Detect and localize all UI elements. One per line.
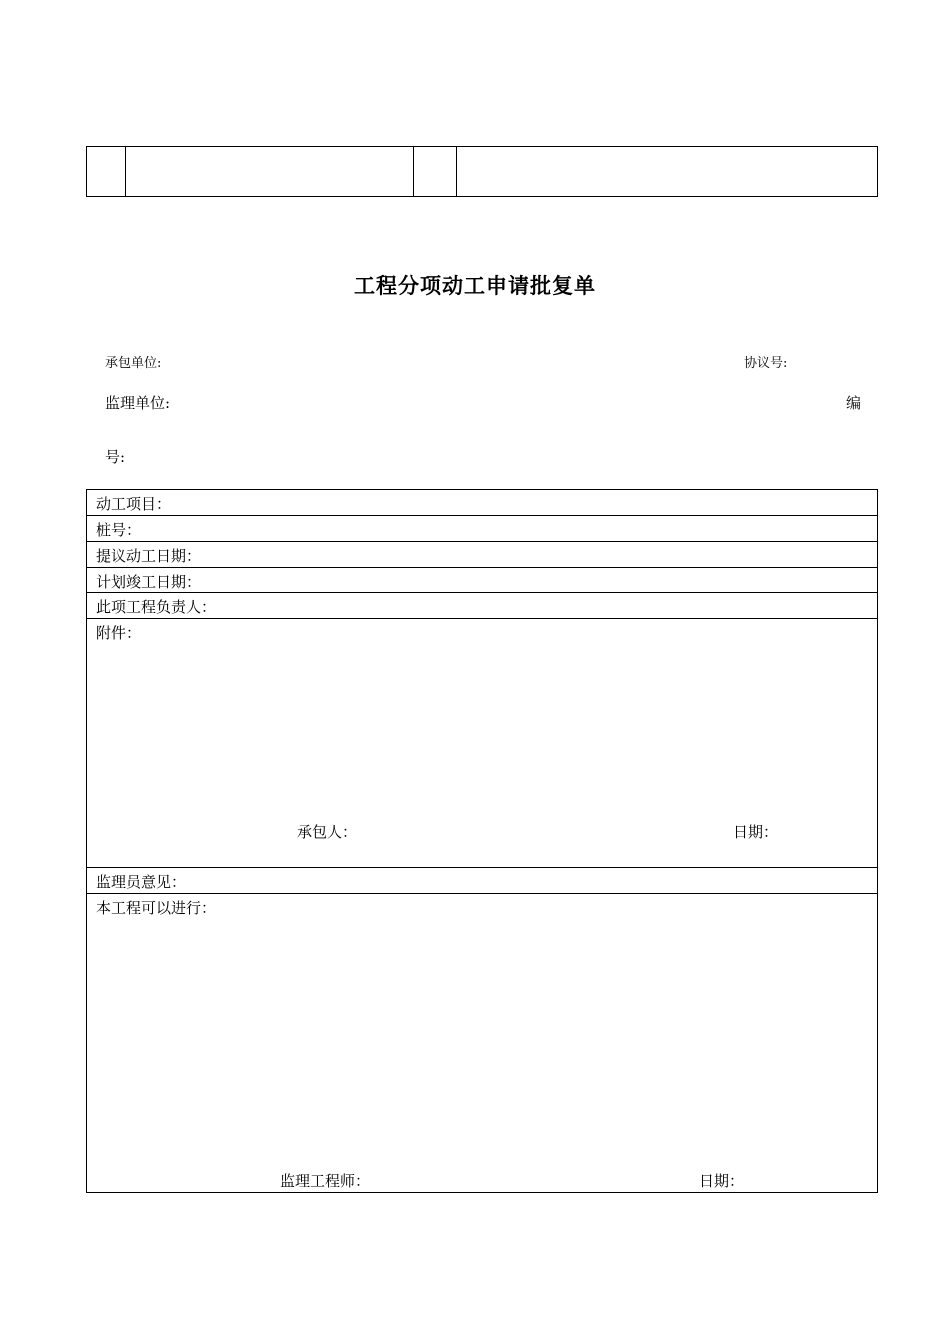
number-label-part2: 号: — [105, 448, 126, 466]
form-row-planned-completion — [87, 568, 877, 593]
supervisor-opinion-label: 监理员意见： — [96, 873, 187, 891]
supervision-unit-label: 监理单位: — [105, 394, 171, 412]
engineer-date-label: 日期： — [699, 1172, 745, 1190]
attachments-label: 附件： — [96, 624, 142, 642]
planned-completion-date-label: 计划竣工日期： — [96, 573, 202, 591]
contractor-sign-label: 承包人： — [297, 823, 358, 841]
form-row-proposed-start — [87, 542, 877, 568]
header-grid-table — [86, 146, 878, 197]
start-project-label: 动工项目： — [96, 495, 172, 513]
form-row-attachments — [87, 619, 877, 868]
form-row-supervisor-opinion — [87, 868, 877, 894]
engineer-sign-label: 监理工程师： — [280, 1172, 371, 1190]
proposed-start-date-label: 提议动工日期： — [96, 547, 202, 565]
stake-no-label: 桩号： — [96, 521, 142, 539]
header-grid-cell — [87, 147, 126, 196]
header-grid-cell — [457, 147, 877, 196]
form-row-start-project — [87, 490, 877, 516]
approval-text: 本工程可以进行： — [96, 899, 217, 917]
header-grid-cell — [414, 147, 457, 196]
project-lead-label: 此项工程负责人： — [96, 598, 217, 616]
number-label-part1: 编 — [846, 394, 862, 412]
application-form — [86, 489, 878, 1193]
form-row-project-lead — [87, 593, 877, 619]
agreement-no-label: 协议号: — [744, 356, 788, 371]
contractor-date-label: 日期： — [733, 823, 779, 841]
page-title: 工程分项动工申请批复单 — [354, 274, 596, 298]
header-grid-cell — [126, 147, 414, 196]
form-row-stake-no — [87, 516, 877, 542]
contractor-unit-label: 承包单位: — [105, 356, 162, 371]
form-row-approval — [87, 894, 877, 1192]
